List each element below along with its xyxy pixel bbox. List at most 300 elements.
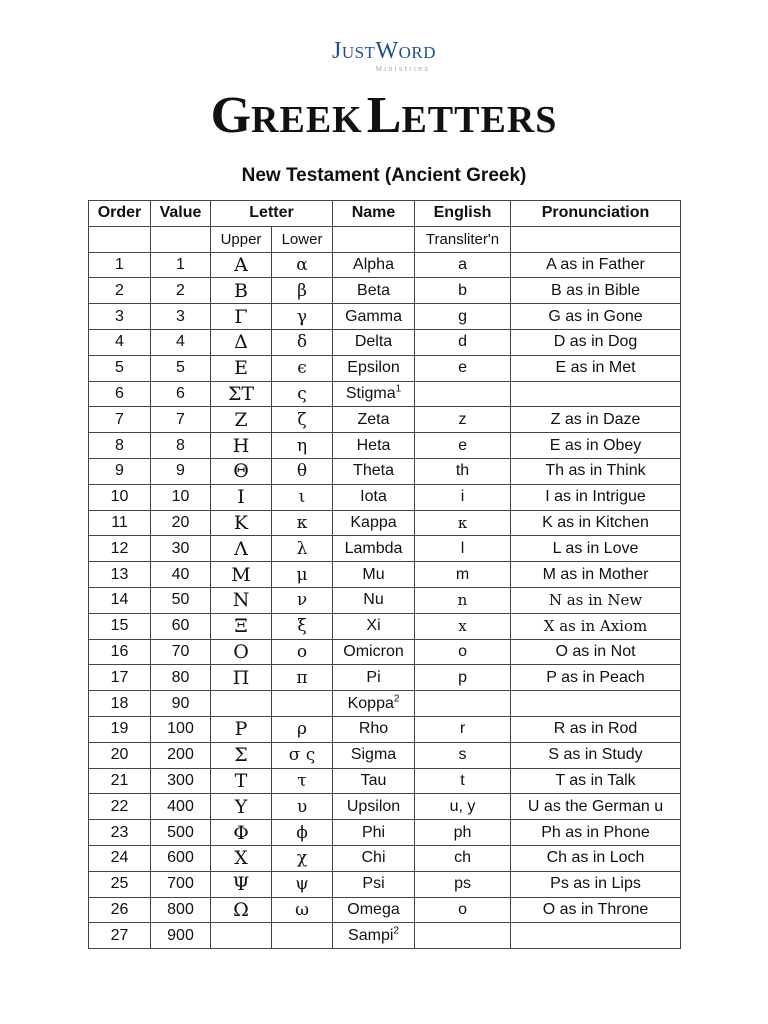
cell-order: [89, 742, 151, 768]
cell-lower-text: μ: [296, 564, 308, 585]
cell-value-text: 9: [176, 462, 185, 480]
cell-name-text: Pi: [366, 668, 381, 686]
cell-order-text: 3: [115, 307, 124, 325]
cell-name: [333, 871, 415, 897]
cell-english: [415, 897, 511, 923]
cell-english: [415, 742, 511, 768]
cell-name: [333, 355, 415, 381]
cell-name: [333, 716, 415, 742]
cell-upper-text: Φ: [233, 821, 249, 844]
cell-name: [333, 768, 415, 794]
cell-upper: [211, 794, 272, 820]
cell-order: [89, 433, 151, 459]
cell-english-text: z: [458, 410, 467, 428]
cell-pronunciation-text: Z as in Daze: [550, 410, 641, 428]
cell-value-text: 20: [171, 513, 190, 531]
cell-pronunciation-text: S as in Study: [548, 746, 643, 764]
cell-lower: [272, 716, 333, 742]
cell-upper-text: Ν: [232, 589, 250, 612]
cell-value-text: 1: [176, 255, 185, 273]
cell-order-text: 18: [110, 694, 129, 712]
cell-value-text: 80: [171, 668, 190, 686]
table-row: [89, 562, 681, 588]
table-row: [89, 587, 681, 613]
table-row: [89, 329, 681, 355]
cell-name: [333, 897, 415, 923]
cell-english-text: s: [458, 746, 467, 764]
cell-upper: [211, 820, 272, 846]
cell-lower-text: δ: [296, 332, 308, 353]
cell-name-text: Delta: [354, 333, 393, 351]
cell-lower-text: ϵ: [297, 358, 307, 379]
cell-order: [89, 484, 151, 510]
cell-pronunciation: [511, 794, 681, 820]
cell-order: [89, 562, 151, 588]
table-row: [89, 278, 681, 304]
cell-lower: [272, 691, 333, 717]
cell-name-text: Zeta: [357, 410, 390, 428]
table-row: [89, 691, 681, 717]
cell-english: [415, 304, 511, 330]
cell-english-text: i: [460, 488, 465, 506]
cell-pronunciation: [511, 278, 681, 304]
cell-value-text: 800: [167, 900, 194, 918]
cell-value: [151, 458, 211, 484]
cell-lower-text: ν: [296, 590, 308, 611]
cell-order: [89, 716, 151, 742]
cell-upper-text: Ι: [237, 486, 245, 509]
cell-lower-text: α: [296, 254, 308, 275]
cell-english-text: b: [458, 281, 467, 299]
cell-name-text: Phi: [361, 823, 386, 841]
table-row: [89, 665, 681, 691]
cell-order: [89, 329, 151, 355]
cell-order: [89, 691, 151, 717]
cell-value: [151, 768, 211, 794]
cell-english-text: o: [458, 900, 467, 918]
cell-name: [333, 845, 415, 871]
cell-english: [415, 355, 511, 381]
cell-pronunciation-text: U as the German u: [527, 797, 664, 815]
table-row: [89, 510, 681, 536]
cell-order: [89, 407, 151, 433]
cell-upper-text: Θ: [233, 460, 249, 483]
cell-english: [415, 407, 511, 433]
cell-lower-text: π: [296, 667, 308, 688]
footnote-marker: 2: [393, 693, 400, 705]
cell-lower-text: ι: [298, 487, 306, 508]
cell-name: [333, 433, 415, 459]
cell-pronunciation: [511, 510, 681, 536]
cell-name: [333, 587, 415, 613]
cell-lower: [272, 897, 333, 923]
subheader-row: [89, 226, 681, 252]
cell-lower: [272, 845, 333, 871]
cell-upper-text: Σ: [234, 744, 248, 767]
cell-value: [151, 536, 211, 562]
cell-name-text: Chi: [361, 849, 386, 867]
cell-value-text: 8: [176, 436, 185, 454]
logo-wordmark: [0, 38, 768, 66]
cell-lower: [272, 278, 333, 304]
cell-lower: [272, 381, 333, 407]
cell-english: [415, 871, 511, 897]
cell-pronunciation-text: O as in Throne: [542, 900, 649, 918]
cell-pronunciation-text: O as in Not: [555, 642, 636, 660]
cell-name: [333, 278, 415, 304]
table-row: [89, 845, 681, 871]
cell-value: [151, 587, 211, 613]
cell-value: [151, 355, 211, 381]
logo-text-ust: UST: [341, 43, 376, 62]
table-row: [89, 923, 681, 949]
cell-name: [333, 665, 415, 691]
cell-english-text: ph: [453, 823, 472, 841]
cell-upper-text: Η: [232, 434, 250, 457]
cell-pronunciation-text: Ch as in Loch: [546, 849, 645, 867]
cell-value-text: 40: [171, 565, 190, 583]
cell-upper-text: Υ: [234, 795, 248, 818]
cell-english: [415, 845, 511, 871]
title-text-reek: REEK: [251, 99, 363, 141]
cell-order-text: 20: [110, 746, 129, 764]
cell-lower: [272, 742, 333, 768]
logo-text-ord: ORD: [398, 43, 437, 62]
table-row: [89, 407, 681, 433]
cell-upper: [211, 768, 272, 794]
footnote-marker: 2: [393, 925, 399, 937]
cell-order: [89, 304, 151, 330]
cell-lower-text: χ: [296, 848, 308, 869]
cell-value-text: 900: [167, 926, 194, 944]
cell-pronunciation: [511, 742, 681, 768]
subheader-pronunciation-empty: [511, 226, 681, 252]
cell-name: [333, 923, 415, 949]
cell-name-text: Alpha: [353, 255, 394, 273]
cell-upper-text: Α: [234, 253, 248, 276]
cell-lower-text: ξ: [297, 616, 307, 637]
cell-pronunciation: [511, 458, 681, 484]
cell-name: [333, 691, 415, 717]
cell-pronunciation: [511, 691, 681, 717]
cell-order: [89, 665, 151, 691]
cell-name-text: Koppa: [347, 694, 394, 712]
header-letter: Letter: [211, 201, 333, 227]
cell-english-text: n: [457, 591, 468, 610]
cell-lower: [272, 458, 333, 484]
cell-pronunciation: [511, 871, 681, 897]
cell-pronunciation-text: Ps as in Lips: [550, 875, 641, 893]
cell-order: [89, 510, 151, 536]
cell-english: [415, 768, 511, 794]
cell-value: [151, 562, 211, 588]
cell-value-text: 200: [167, 746, 194, 764]
cell-lower-text: γ: [296, 306, 308, 327]
cell-name: [333, 794, 415, 820]
cell-order-text: 19: [110, 720, 129, 738]
cell-pronunciation-text: L as in Love: [552, 539, 639, 557]
cell-name: [333, 381, 415, 407]
cell-order-text: 10: [110, 488, 129, 506]
cell-value: [151, 639, 211, 665]
cell-order-text: 7: [115, 410, 124, 428]
cell-pronunciation-text: M as in Mother: [542, 565, 649, 583]
cell-lower: [272, 613, 333, 639]
table-row: [89, 639, 681, 665]
cell-pronunciation: [511, 536, 681, 562]
cell-pronunciation: [511, 613, 681, 639]
cell-name-text: Mu: [362, 565, 385, 583]
cell-order-text: 5: [115, 359, 124, 377]
cell-upper-text: Β: [234, 279, 248, 302]
cell-upper: [211, 484, 272, 510]
cell-order: [89, 381, 151, 407]
cell-order-text: 1: [115, 255, 124, 273]
cell-upper-text: Ζ: [234, 408, 248, 431]
subheader-lower: Lower: [272, 226, 333, 252]
cell-lower-text: ζ: [297, 409, 307, 430]
cell-pronunciation: [511, 639, 681, 665]
cell-english: [415, 639, 511, 665]
cell-lower: [272, 252, 333, 278]
cell-pronunciation: [511, 768, 681, 794]
cell-lower-text: λ: [296, 538, 308, 559]
cell-pronunciation: [511, 329, 681, 355]
subheader-value-empty: [151, 226, 211, 252]
header-value: Value: [151, 201, 211, 227]
cell-value-text: 100: [167, 720, 194, 738]
cell-value: [151, 691, 211, 717]
header-name: Name: [333, 201, 415, 227]
table-row: [89, 252, 681, 278]
cell-value-text: 300: [167, 771, 194, 789]
cell-upper: [211, 355, 272, 381]
cell-name-text: Iota: [360, 488, 387, 506]
cell-english-text: d: [458, 333, 467, 351]
cell-pronunciation: [511, 304, 681, 330]
cell-upper: [211, 587, 272, 613]
cell-english: [415, 510, 511, 536]
cell-upper: [211, 665, 272, 691]
cell-order: [89, 587, 151, 613]
cell-lower: [272, 433, 333, 459]
cell-order-text: 12: [110, 539, 129, 557]
cell-upper-text: Ψ: [232, 873, 250, 896]
cell-pronunciation-text: R as in Rod: [553, 720, 638, 738]
logo-letter-w: W: [375, 38, 399, 64]
cell-upper: [211, 562, 272, 588]
cell-value-text: 6: [176, 384, 185, 402]
footnote-marker: 1: [395, 383, 402, 395]
header-english: English: [415, 201, 511, 227]
cell-english: [415, 458, 511, 484]
cell-value: [151, 484, 211, 510]
cell-value: [151, 742, 211, 768]
cell-upper-text: Π: [232, 666, 250, 689]
justword-logo: [0, 38, 768, 73]
cell-order-text: 13: [110, 565, 129, 583]
cell-lower: [272, 536, 333, 562]
cell-lower-text: κ: [296, 512, 308, 533]
table-row: [89, 871, 681, 897]
cell-upper: [211, 742, 272, 768]
cell-english-text: th: [455, 462, 470, 480]
cell-english-text: a: [458, 255, 467, 273]
table-row: [89, 768, 681, 794]
cell-name-text: Omicron: [343, 642, 404, 660]
cell-name: [333, 407, 415, 433]
cell-upper-text: Ξ: [234, 615, 248, 638]
cell-lower: [272, 871, 333, 897]
cell-order-text: 8: [115, 436, 124, 454]
cell-value-text: 30: [171, 539, 190, 557]
cell-name-text: Nu: [363, 591, 384, 609]
cell-name-text: Sigma: [350, 746, 397, 764]
cell-english: [415, 665, 511, 691]
cell-lower: [272, 355, 333, 381]
cell-lower: [272, 484, 333, 510]
cell-lower-text: ρ: [297, 719, 307, 740]
cell-pronunciation: [511, 484, 681, 510]
cell-value-text: 60: [171, 617, 190, 635]
cell-name-text: Epsilon: [347, 359, 400, 377]
cell-pronunciation: [511, 820, 681, 846]
cell-name: [333, 639, 415, 665]
cell-order-text: 9: [115, 462, 124, 480]
cell-name-text: Stigma: [345, 384, 396, 402]
page-title: [0, 86, 768, 158]
cell-name: [333, 562, 415, 588]
cell-english-text: e: [458, 359, 467, 377]
header-order: Order: [89, 201, 151, 227]
cell-lower-text: ϕ: [296, 822, 308, 843]
table-row: [89, 536, 681, 562]
cell-upper-text: Ρ: [234, 718, 248, 741]
cell-pronunciation: [511, 355, 681, 381]
cell-value-text: 5: [176, 359, 185, 377]
cell-english-text: r: [459, 720, 466, 738]
cell-value-text: 50: [171, 591, 190, 609]
cell-english: [415, 278, 511, 304]
cell-english: [415, 691, 511, 717]
cell-value: [151, 381, 211, 407]
cell-lower: [272, 820, 333, 846]
cell-order: [89, 355, 151, 381]
cell-order-text: 26: [110, 900, 129, 918]
cell-lower: [272, 510, 333, 536]
cell-lower: [272, 407, 333, 433]
cell-pronunciation: [511, 665, 681, 691]
cell-pronunciation-text: B as in Bible: [551, 281, 640, 299]
cell-upper-text: Γ: [234, 305, 248, 328]
cell-upper: [211, 897, 272, 923]
cell-upper: [211, 458, 272, 484]
cell-upper-text: Ο: [233, 640, 249, 663]
cell-name: [333, 458, 415, 484]
greek-letters-table: [88, 200, 681, 949]
cell-upper-text: Δ: [234, 331, 248, 354]
cell-order: [89, 871, 151, 897]
cell-order: [89, 794, 151, 820]
subheader-transliteration: Transliter'n: [415, 226, 511, 252]
cell-english-text: o: [458, 642, 467, 660]
cell-upper: [211, 329, 272, 355]
cell-upper: [211, 407, 272, 433]
cell-pronunciation: [511, 587, 681, 613]
cell-upper: [211, 381, 272, 407]
cell-upper: [211, 716, 272, 742]
cell-english: [415, 923, 511, 949]
cell-name-text: Upsilon: [346, 797, 401, 815]
cell-name-text: Sampi: [348, 926, 394, 944]
table-row: [89, 794, 681, 820]
cell-english: [415, 536, 511, 562]
cell-value-text: 3: [176, 307, 185, 325]
page-subtitle: New Testament (Ancient Greek): [241, 165, 527, 186]
cell-lower-text: ψ: [295, 874, 309, 895]
cell-pronunciation-text: I as in Intrigue: [545, 488, 646, 506]
cell-pronunciation-text: N as in New: [548, 591, 643, 610]
cell-name-text: Theta: [353, 462, 394, 480]
cell-value-text: 500: [167, 823, 194, 841]
cell-lower-text: η: [296, 435, 308, 456]
cell-pronunciation: [511, 252, 681, 278]
cell-english: [415, 794, 511, 820]
cell-english: [415, 562, 511, 588]
cell-upper-text: Ε: [234, 357, 248, 380]
logo-subtitle: Ministries: [376, 66, 431, 73]
cell-lower-text: β: [297, 280, 307, 301]
cell-upper: [211, 433, 272, 459]
cell-upper: [211, 252, 272, 278]
cell-upper: [211, 639, 272, 665]
table-row: [89, 458, 681, 484]
cell-order: [89, 897, 151, 923]
cell-upper-text: Τ: [234, 769, 248, 792]
table-row: [89, 381, 681, 407]
cell-lower: [272, 923, 333, 949]
cell-upper: [211, 845, 272, 871]
cell-value-text: 400: [167, 797, 194, 815]
cell-pronunciation: [511, 562, 681, 588]
cell-english-text: ps: [454, 875, 471, 893]
cell-pronunciation-text: X as in Axiom: [543, 617, 648, 636]
cell-pronunciation-text: D as in Dog: [553, 333, 638, 351]
cell-value: [151, 433, 211, 459]
cell-order-text: 17: [110, 668, 129, 686]
cell-order: [89, 536, 151, 562]
cell-pronunciation-text: P as in Peach: [546, 668, 645, 686]
cell-value: [151, 510, 211, 536]
cell-name: [333, 742, 415, 768]
cell-value-text: 2: [176, 281, 185, 299]
cell-english: [415, 252, 511, 278]
cell-lower: [272, 639, 333, 665]
cell-lower: [272, 304, 333, 330]
cell-name: [333, 536, 415, 562]
cell-english-text: p: [458, 668, 467, 686]
cell-lower-text: ω: [295, 899, 309, 920]
cell-value: [151, 329, 211, 355]
cell-order-text: 15: [110, 617, 129, 635]
title-cap-l: L: [366, 87, 402, 144]
cell-lower-text: ο: [296, 641, 308, 662]
cell-value-text: 10: [171, 488, 190, 506]
cell-pronunciation: [511, 433, 681, 459]
cell-name-text: Psi: [362, 875, 385, 893]
cell-pronunciation-text: Th as in Think: [545, 462, 646, 480]
table-body: [89, 252, 681, 949]
